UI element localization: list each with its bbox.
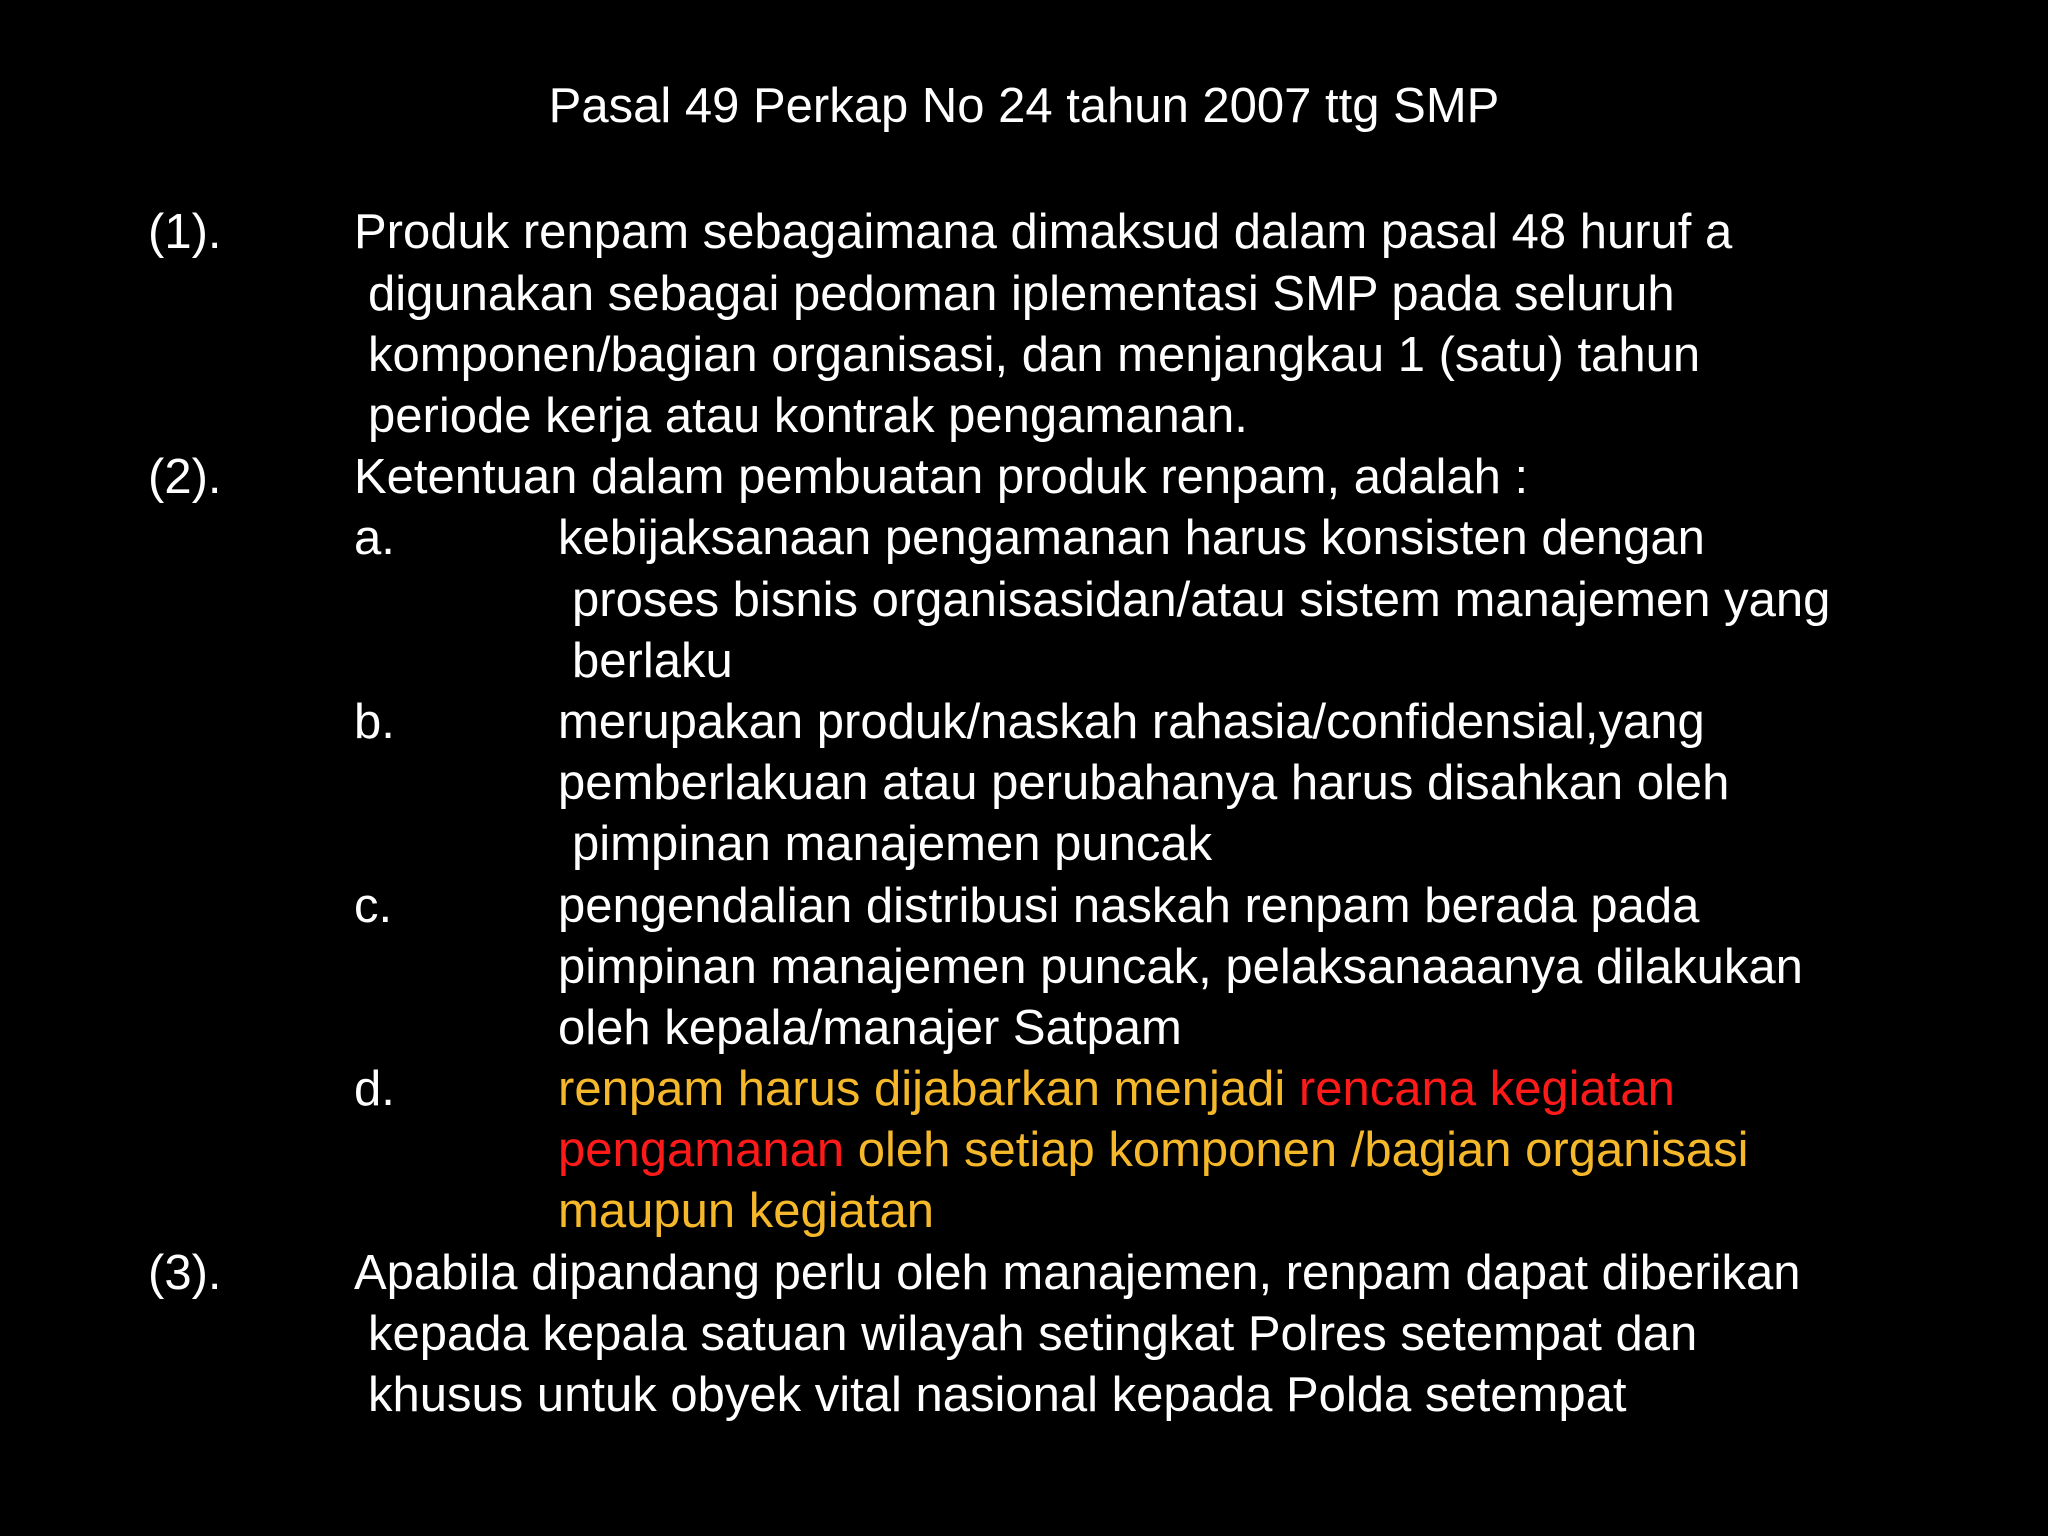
item-3-line-1: Apabila dipandang perlu oleh manajemen, renpam dapat diberikan [354, 1246, 1801, 1300]
subitem-b-line-3: pimpinan manajemen puncak [572, 817, 1213, 871]
subitem-d-line-2-red: pengamanan [558, 1123, 845, 1177]
item-2-number: (2). [148, 450, 222, 504]
item-1-line-2: digunakan sebagai pedoman iplementasi SMP pada seluruh [368, 267, 1675, 321]
subitem-d-line-1-red: rencana kegiatan [1298, 1062, 1675, 1116]
item-3-line-2: kepada kepala satuan wilayah setingkat Polres setempat dan [368, 1307, 1698, 1361]
item-1-line-3: komponen/bagian organisasi, dan menjangkau 1 (satu) tahun [368, 328, 1701, 382]
item-1-line-4: periode kerja atau kontrak pengamanan. [368, 389, 1248, 443]
subitem-a-line-3: berlaku [572, 634, 733, 688]
item-1-line-1: Produk renpam sebagaimana dimaksud dalam pasal 48 huruf a [354, 205, 1733, 259]
item-3-number: (3). [148, 1246, 222, 1300]
subitem-d-line-1 [558, 1059, 1675, 1119]
subitem-b-line-2: pemberlakuan atau perubahanya harus disahkan oleh [558, 756, 1730, 810]
subitem-c-line-2: pimpinan manajemen puncak, pelaksanaaanya dilakukan [558, 940, 1803, 994]
subitem-b-line-1: merupakan produk/naskah rahasia/confidensial,yang [558, 695, 1705, 749]
subitem-b-letter: b. [354, 695, 395, 749]
subitem-c-line-3: oleh kepala/manajer Satpam [558, 1001, 1182, 1055]
slide-title [0, 76, 2048, 136]
subitem-c-letter: c. [354, 879, 393, 933]
item-1-number: (1). [148, 205, 222, 259]
slide-title-text: Pasal 49 Perkap No 24 tahun 2007 ttg SMP [548, 79, 1500, 133]
subitem-d-line-1-yellow: renpam harus dijabarkan menjadi [558, 1062, 1299, 1116]
item-2-line-1: Ketentuan dalam pembuatan produk renpam, adalah : [354, 450, 1529, 504]
subitem-a-letter: a. [354, 511, 395, 565]
subitem-a-line-1: kebijaksanaan pengamanan harus konsisten dengan [558, 511, 1705, 565]
subitem-d-line-3: maupun kegiatan [558, 1184, 934, 1238]
item-3-line-3: khusus untuk obyek vital nasional kepada Polda setempat [368, 1368, 1627, 1422]
subitem-a-line-2: proses bisnis organisasidan/atau sistem manajemen yang [572, 573, 1831, 627]
subitem-c-line-1: pengendalian distribusi naskah renpam berada pada [558, 879, 1700, 933]
subitem-d-line-2-yellow: oleh setiap komponen /bagian organisasi [844, 1123, 1749, 1177]
subitem-d-letter: d. [354, 1062, 395, 1116]
subitem-d-line-2 [558, 1120, 1749, 1180]
